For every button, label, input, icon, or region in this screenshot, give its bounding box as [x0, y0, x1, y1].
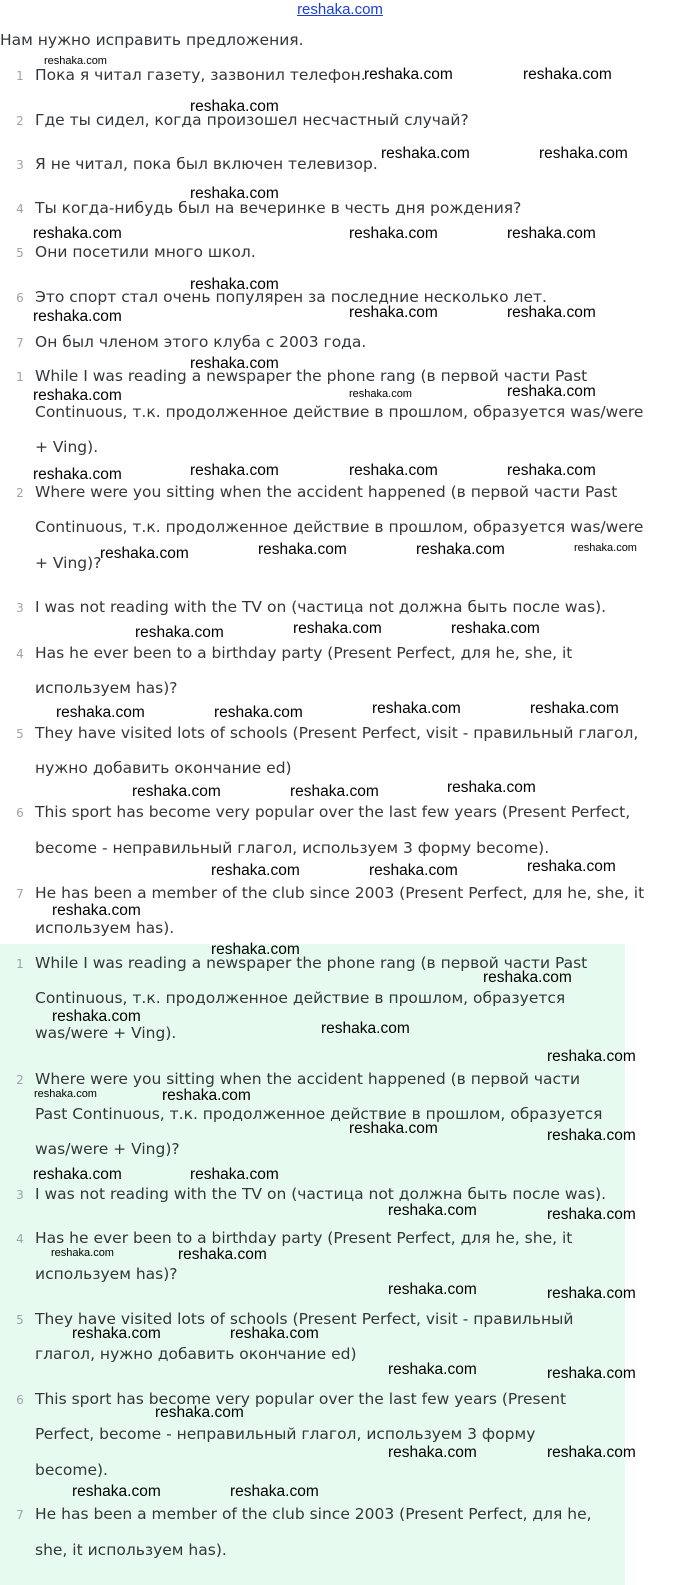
- answer-b-line: Perfect, become - неправильный глагол, используем 3 форму: [35, 1425, 536, 1443]
- answer-a-line: используем has)?: [35, 679, 178, 697]
- answer-a-line: Has he ever been to a birthday party (Present Perfect, для he, she, it: [35, 644, 573, 662]
- answer-a-line: become - неправильный глагол, используем 3 форму become).: [35, 839, 550, 857]
- watermark-text: reshaka.com: [527, 858, 616, 875]
- answer-b-line: was/were + Ving).: [35, 1024, 177, 1042]
- answer-a-line: нужно добавить окончание ed): [35, 759, 292, 777]
- answer-b-line: While I was reading a newspaper the phone rang (в первой части Past: [35, 954, 588, 972]
- answer-a-line: + Ving).: [35, 438, 99, 456]
- watermark-text: reshaka.com: [547, 1285, 636, 1302]
- answer-a-line: Where were you sitting when the accident happened (в первой части Past: [35, 483, 618, 501]
- watermark-text: reshaka.com: [547, 1365, 636, 1382]
- answer-b-line: используем has)?: [35, 1265, 178, 1283]
- watermark-text: reshaka.com: [100, 545, 189, 562]
- site-link[interactable]: reshaka.com: [297, 1, 383, 18]
- answer-a-line: They have visited lots of schools (Present Perfect, visit - правильный глагол,: [35, 724, 639, 742]
- watermark-text: reshaka.com: [290, 783, 379, 800]
- watermark-text: reshaka.com: [52, 1008, 141, 1025]
- answer-b-line: Has he ever been to a birthday party (Present Perfect, для he, she, it: [35, 1229, 573, 1247]
- watermark-text: reshaka.com: [364, 66, 453, 83]
- answer-a-number: 2: [16, 486, 24, 500]
- original-sentence-line: Он был членом этого клуба с 2003 года.: [35, 333, 367, 351]
- original-sentence-line: Я не читал, пока был включен телевизор.: [35, 155, 378, 173]
- watermark-text: reshaka.com: [507, 462, 596, 479]
- answer-b-line: This sport has become very popular over the last few years (Present: [35, 1390, 567, 1408]
- original-sentence-number: 6: [16, 291, 24, 305]
- original-sentence-line: Это спорт стал очень популярен за последние несколько лет.: [35, 288, 547, 306]
- watermark-text: reshaka.com: [547, 1127, 636, 1144]
- watermark-text: reshaka.com: [155, 1404, 244, 1421]
- answer-a-number: 6: [16, 806, 24, 820]
- watermark-text: reshaka.com: [388, 1361, 477, 1378]
- watermark-text: reshaka.com: [388, 1281, 477, 1298]
- answer-b-number: 2: [16, 1073, 24, 1087]
- answer-b-number: 3: [16, 1188, 24, 1202]
- watermark-text: reshaka.com: [211, 862, 300, 879]
- watermark-text: reshaka.com: [230, 1325, 319, 1342]
- watermark-text: reshaka.com: [507, 383, 596, 400]
- watermark-text: reshaka.com: [349, 1120, 438, 1137]
- answer-b-number: 7: [16, 1508, 24, 1522]
- watermark-text: reshaka.com: [33, 387, 122, 404]
- watermark-text: reshaka.com: [190, 276, 279, 293]
- watermark-text: reshaka.com: [349, 304, 438, 321]
- answer-b-line: Past Continuous, т.к. продолженное действие в прошлом, образуется: [35, 1105, 603, 1123]
- original-sentence-line: Они посетили много школ.: [35, 243, 256, 261]
- answer-a-line: He has been a member of the club since 2003 (Present Perfect, для he, she, it: [35, 884, 645, 902]
- answer-a-number: 4: [16, 647, 24, 661]
- original-sentence-line: Пока я читал газету, зазвонил телефон.: [35, 66, 366, 84]
- original-sentence-line: Ты когда-нибудь был на вечеринке в честь дня рождения?: [35, 199, 522, 217]
- watermark-text: reshaka.com: [388, 1202, 477, 1219]
- watermark-text: reshaka.com: [33, 1166, 122, 1183]
- watermark-text: reshaka.com: [72, 1325, 161, 1342]
- answer-b-number: 4: [16, 1232, 24, 1246]
- watermark-text: reshaka.com: [51, 1247, 114, 1259]
- watermark-text: reshaka.com: [372, 700, 461, 717]
- answer-a-number: 5: [16, 727, 24, 741]
- watermark-text: reshaka.com: [33, 466, 122, 483]
- watermark-text: reshaka.com: [190, 1166, 279, 1183]
- answer-b-line: Continuous, т.к. продолженное действие в прошлом, образуется: [35, 989, 566, 1007]
- original-sentence-number: 5: [16, 246, 24, 260]
- watermark-text: reshaka.com: [321, 1020, 410, 1037]
- watermark-text: reshaka.com: [416, 541, 505, 558]
- watermark-text: reshaka.com: [190, 355, 279, 372]
- answer-a-line: используем has).: [35, 919, 175, 937]
- watermark-text: reshaka.com: [258, 541, 347, 558]
- watermark-text: reshaka.com: [190, 98, 279, 115]
- watermark-text: reshaka.com: [162, 1087, 251, 1104]
- answer-b-number: 6: [16, 1393, 24, 1407]
- original-sentence-number: 1: [16, 69, 24, 83]
- watermark-text: reshaka.com: [34, 1088, 97, 1100]
- watermark-text: reshaka.com: [547, 1444, 636, 1461]
- answer-a-number: 3: [16, 601, 24, 615]
- watermark-text: reshaka.com: [547, 1206, 636, 1223]
- watermark-text: reshaka.com: [447, 779, 536, 796]
- original-sentence-number: 4: [16, 202, 24, 216]
- watermark-text: reshaka.com: [507, 225, 596, 242]
- watermark-text: reshaka.com: [178, 1246, 267, 1263]
- watermark-text: reshaka.com: [451, 620, 540, 637]
- answer-b-line: They have visited lots of schools (Present Perfect, visit - правильный: [35, 1310, 574, 1328]
- watermark-text: reshaka.com: [388, 1444, 477, 1461]
- watermark-text: reshaka.com: [349, 462, 438, 479]
- watermark-text: reshaka.com: [293, 620, 382, 637]
- original-sentence-number: 2: [16, 114, 24, 128]
- answer-b-line: she, it используем has).: [35, 1541, 227, 1559]
- answer-b-line: глагол, нужно добавить окончание ed): [35, 1345, 357, 1363]
- answer-b-number: 5: [16, 1313, 24, 1327]
- watermark-text: reshaka.com: [135, 624, 224, 641]
- answer-b-line: was/were + Ving)?: [35, 1140, 180, 1158]
- watermark-text: reshaka.com: [72, 1483, 161, 1500]
- answer-a-line: + Ving)?: [35, 554, 102, 572]
- watermark-text: reshaka.com: [349, 388, 412, 400]
- watermark-text: reshaka.com: [539, 145, 628, 162]
- watermark-text: reshaka.com: [349, 225, 438, 242]
- answer-b-line: Where were you sitting when the accident happened (в первой части: [35, 1070, 581, 1088]
- answer-b-line: become).: [35, 1461, 108, 1479]
- watermark-text: reshaka.com: [523, 66, 612, 83]
- watermark-text: reshaka.com: [530, 700, 619, 717]
- answer-b-line: He has been a member of the club since 2003 (Present Perfect, для he,: [35, 1505, 592, 1523]
- watermark-text: reshaka.com: [211, 941, 300, 958]
- watermark-text: reshaka.com: [369, 862, 458, 879]
- watermark-text: reshaka.com: [547, 1048, 636, 1065]
- watermark-text: reshaka.com: [44, 55, 107, 67]
- watermark-text: reshaka.com: [574, 542, 637, 554]
- original-sentence-number: 3: [16, 158, 24, 172]
- answer-b-number: 1: [16, 957, 24, 971]
- watermark-text: reshaka.com: [190, 185, 279, 202]
- watermark-text: reshaka.com: [507, 304, 596, 321]
- watermark-text: reshaka.com: [56, 704, 145, 721]
- watermark-text: reshaka.com: [483, 969, 572, 986]
- answer-b-line: I was not reading with the TV on (частица not должна быть после was).: [35, 1185, 607, 1203]
- watermark-text: reshaka.com: [381, 145, 470, 162]
- answer-a-number: 7: [16, 887, 24, 901]
- watermark-text: reshaka.com: [33, 308, 122, 325]
- answer-a-line: I was not reading with the TV on (частица not должна быть после was).: [35, 598, 607, 616]
- watermark-text: reshaka.com: [132, 783, 221, 800]
- watermark-text: reshaka.com: [52, 902, 141, 919]
- watermark-text: reshaka.com: [214, 704, 303, 721]
- answer-a-line: Continuous, т.к. продолженное действие в прошлом, образуется was/were: [35, 403, 644, 421]
- answer-a-line: Continuous, т.к. продолженное действие в прошлом, образуется was/were: [35, 518, 644, 536]
- answer-a-line: While I was reading a newspaper the phone rang (в первой части Past: [35, 367, 588, 385]
- watermark-text: reshaka.com: [190, 462, 279, 479]
- intro-text: Нам нужно исправить предложения.: [0, 31, 304, 49]
- answer-a-number: 1: [16, 370, 24, 384]
- original-sentence-number: 7: [16, 336, 24, 350]
- answer-a-line: This sport has become very popular over the last few years (Present Perfect,: [35, 803, 631, 821]
- original-sentence-line: Где ты сидел, когда произошел несчастный случай?: [35, 111, 469, 129]
- watermark-text: reshaka.com: [33, 225, 122, 242]
- watermark-text: reshaka.com: [230, 1483, 319, 1500]
